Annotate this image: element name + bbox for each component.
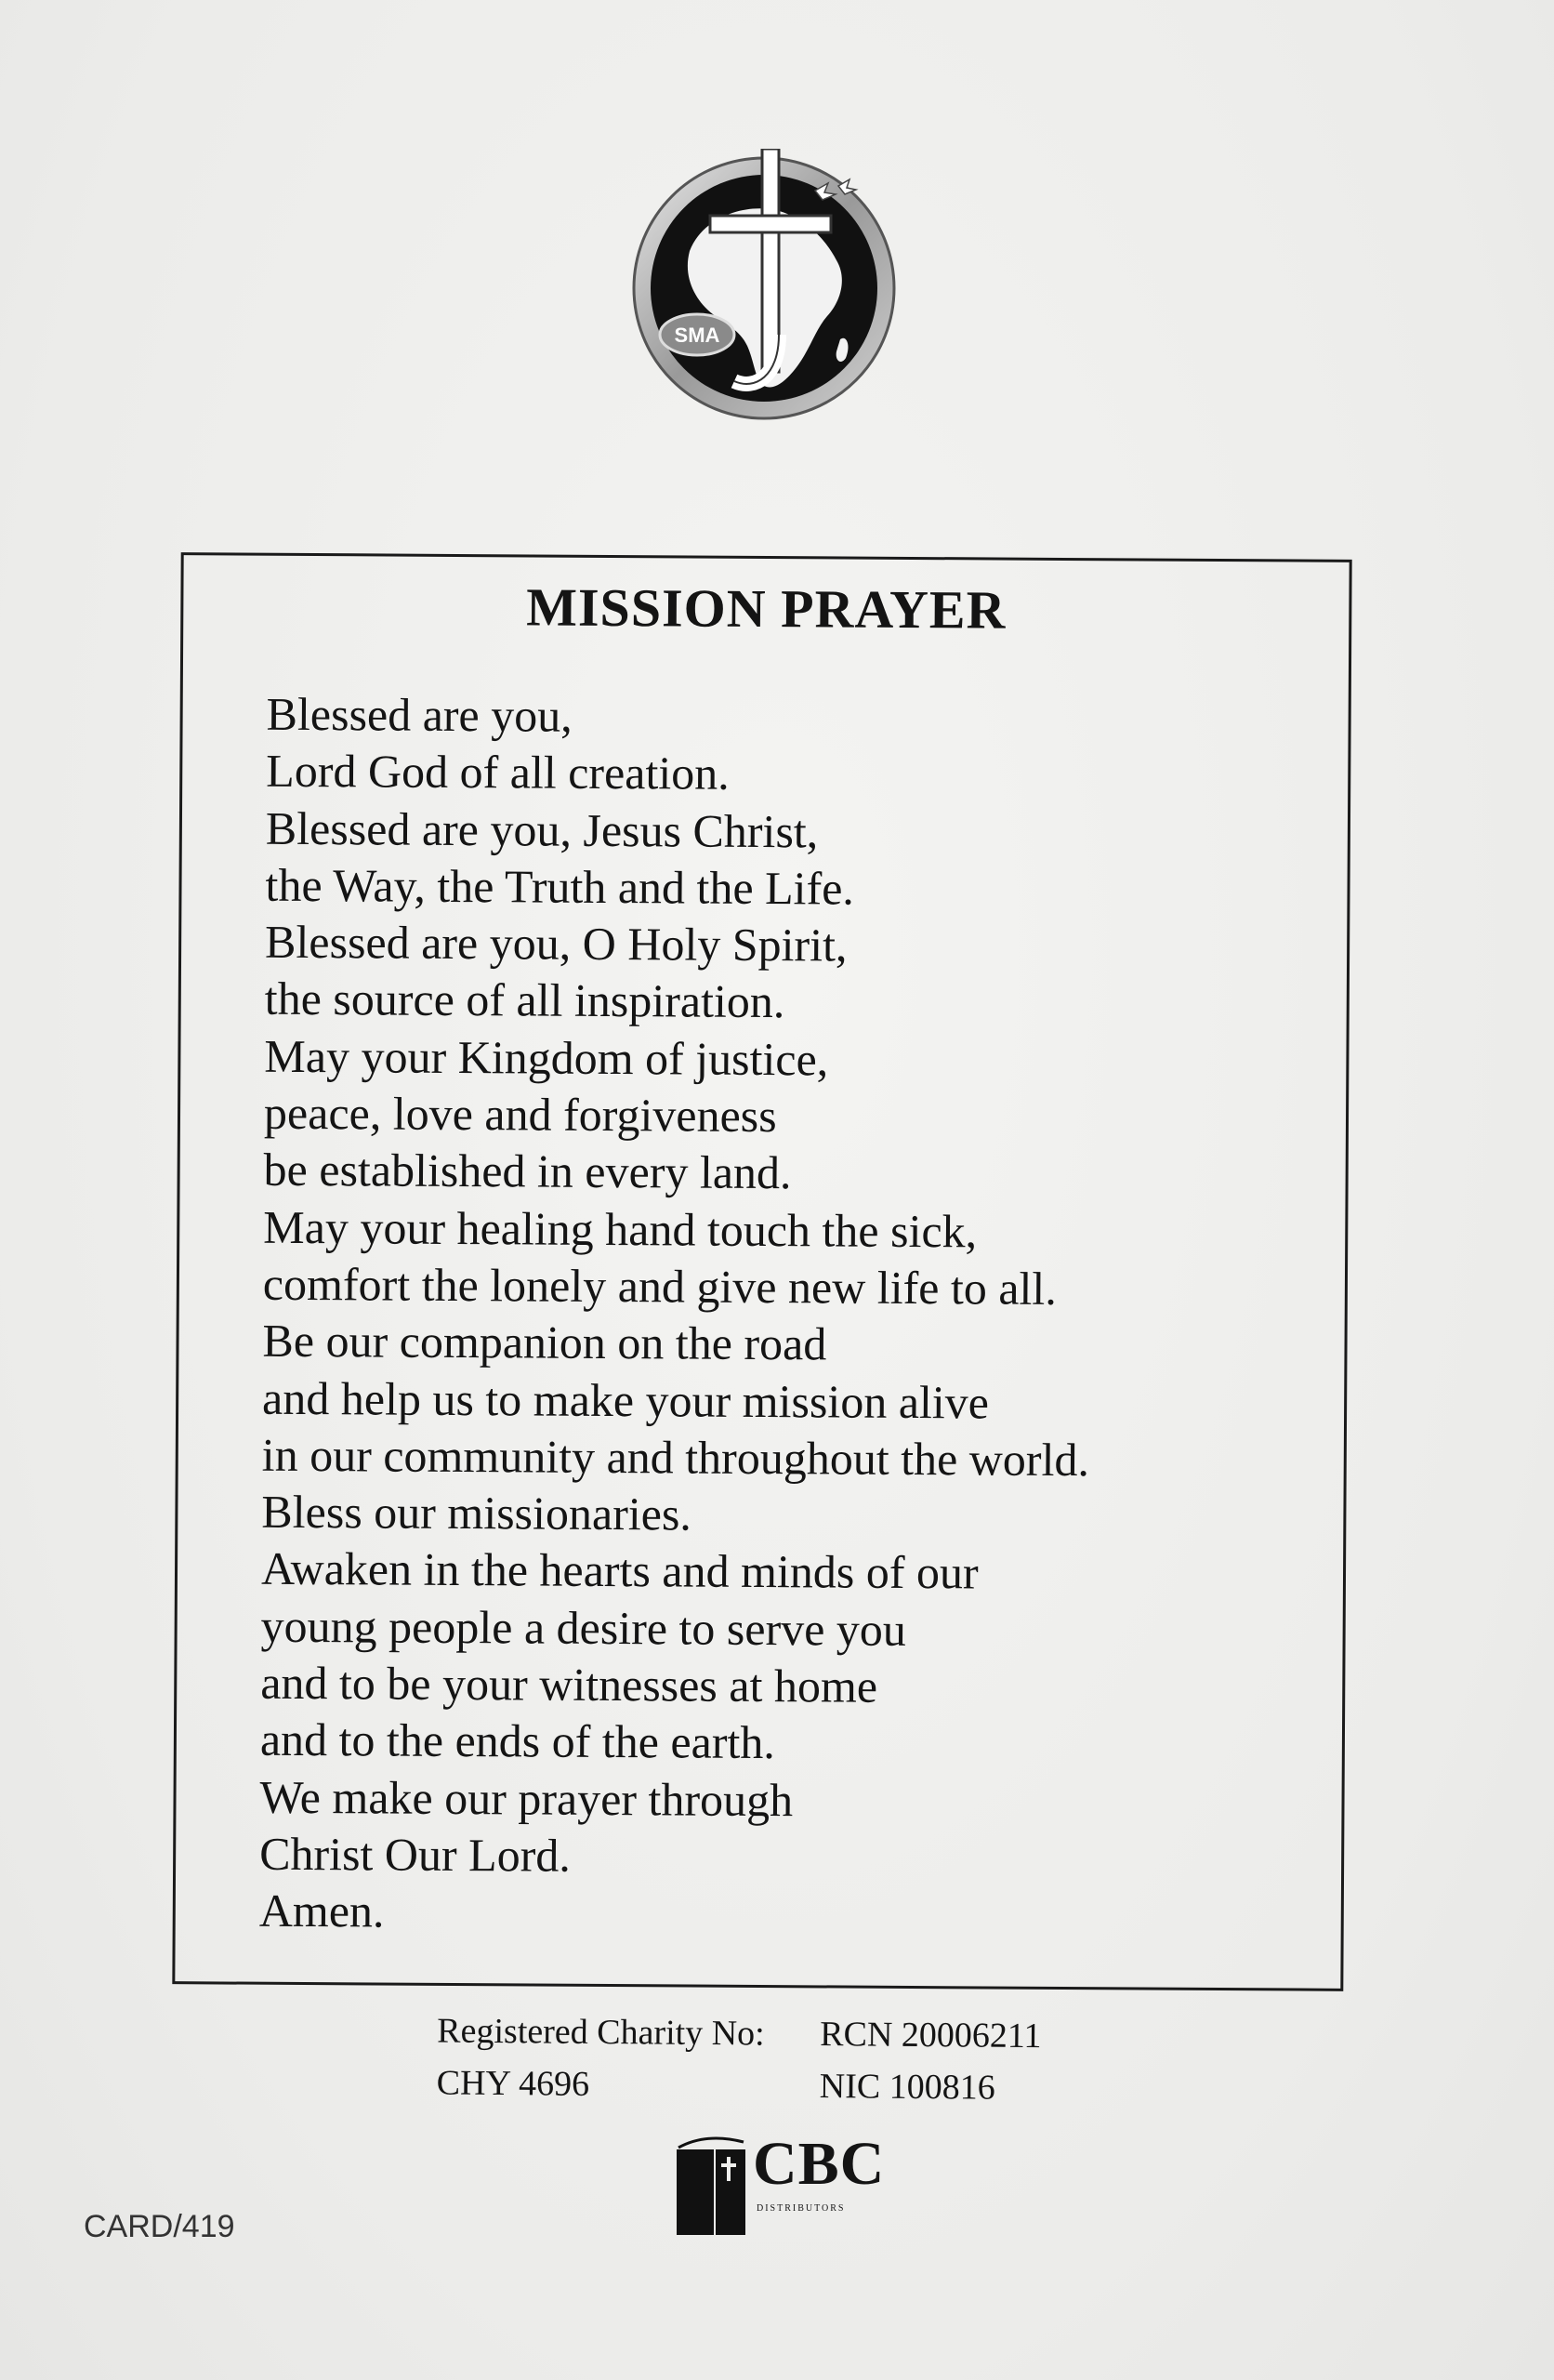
prayer-line: the Way, the Truth and the Life. bbox=[265, 858, 855, 915]
rcn-number: RCN 20006211 bbox=[820, 2015, 1042, 2056]
prayer-text bbox=[259, 686, 1094, 1945]
prayer-line: Blessed are you, Jesus Christ, bbox=[265, 801, 819, 857]
prayer-line: the source of all inspiration. bbox=[264, 972, 785, 1028]
prayer-line: May your Kingdom of justice, bbox=[264, 1029, 829, 1086]
sma-logo bbox=[625, 149, 903, 428]
prayer-line: young people a desire to serve you bbox=[260, 1599, 907, 1656]
prayer-line: and to be your witnesses at home bbox=[260, 1656, 878, 1712]
prayer-line: in our community and throughout the world. bbox=[261, 1428, 1090, 1487]
cbc-distributors-logo bbox=[671, 2129, 885, 2241]
prayer-line: May your healing hand touch the sick, bbox=[263, 1200, 978, 1258]
prayer-line: Awaken in the hearts and minds of our bbox=[260, 1542, 979, 1599]
chy-number: CHY 4696 bbox=[436, 2063, 590, 2104]
prayer-line: Lord God of all creation. bbox=[266, 745, 730, 800]
charity-info bbox=[436, 2004, 1042, 2111]
prayer-line: peace, love and forgiveness bbox=[263, 1086, 777, 1143]
prayer-line: Blessed are you, O Holy Spirit, bbox=[264, 915, 848, 972]
prayer-line: Be our companion on the road bbox=[262, 1314, 827, 1370]
card-code: CARD/419 bbox=[84, 2209, 235, 2244]
cbc-name: CBC bbox=[753, 2130, 886, 2198]
prayer-line: Christ Our Lord. bbox=[258, 1827, 572, 1882]
prayer-line: Amen. bbox=[258, 1884, 385, 1937]
prayer-line: Blessed are you, bbox=[266, 687, 573, 742]
registered-charity-label: Registered Charity No: bbox=[437, 2011, 765, 2054]
sma-label: SMA bbox=[674, 324, 720, 347]
cbc-subtitle: DISTRIBUTORS bbox=[757, 2203, 846, 2214]
book-icon bbox=[671, 2129, 755, 2241]
prayer-line: We make our prayer through bbox=[259, 1770, 794, 1826]
prayer-line: be established in every land. bbox=[263, 1144, 792, 1199]
prayer-line: and to the ends of the earth. bbox=[259, 1713, 776, 1769]
prayer-line: and help us to make your mission alive bbox=[261, 1371, 990, 1429]
prayer-line: Bless our missionaries. bbox=[261, 1485, 692, 1540]
prayer-box bbox=[172, 552, 1351, 1991]
prayer-line: comfort the lonely and give new life to all. bbox=[262, 1257, 1057, 1315]
prayer-title: MISSION PRAYER bbox=[526, 576, 1007, 641]
nic-number: NIC 100816 bbox=[819, 2067, 995, 2108]
